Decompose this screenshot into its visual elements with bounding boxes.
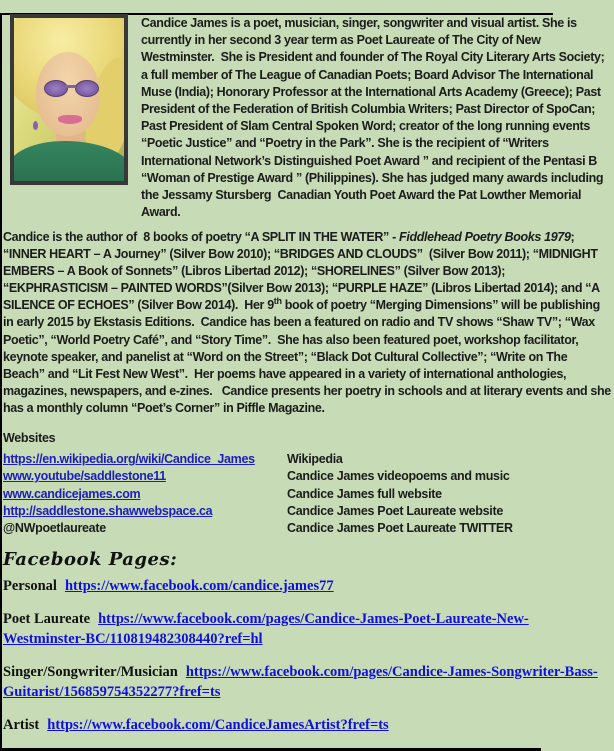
facebook-row-artist [3,715,609,736]
websites-section [3,430,612,537]
website-description: Candice James full website [287,486,442,501]
ordinal-superscript: th [273,296,282,307]
books-publisher-italic: Fiddlehead Poetry Books 1979 [399,230,571,244]
bio-books-paragraph [3,229,612,417]
website-description: Candice James Poet Laureate TWITTER [287,521,513,536]
facebook-row-label: Singer/Songwriter/Musician [3,663,178,680]
books-text-middle: ; “INNER HEART – A Journey” (Silver Bow 2010); “BRIDGES AND CLOUDS” (Silver Bow 2011); “MIDNIGHT EMBERS – A Book of Sonnets” (Libros Libertad 2012); “SHORELINES” (Silver Bow 2013); “EKPHRASTICISM – PAINTED WORDS”(Silver Bow 2013); “PURPLE HAZE” (Libros Libertad 2014); and “A SILENCE OF ECHOES” (Silver Bow 2014). Her 9 [3,230,603,313]
facebook-row-label: Artist [3,716,40,733]
portrait-photo [10,14,128,185]
youtube-link[interactable]: www.youtube/saddlestone11 [3,469,166,484]
website-row-full-site [3,486,612,503]
facebook-row-poet-laureate [3,609,609,650]
photo-sunglasses-bridge [65,85,76,88]
facebook-section [3,549,609,747]
bio-intro-paragraph: Candice James is a poet, musician, singer, songwriter and visual artist. She is currently in her second 3 year term as Poet Laureate of The City of New Westminster. She is President and founder of The Royal City Literary Arts Society; a full member of The League of Canadian Poets; Board Advisor The International Muse (India); Honorary Professor at the International Arts Academy (Greece); Past President of the Federation of British Columbia Writers; Past Director of SpoCan; Past President of Slam Central Spoken Word; creator of the long running events “Poetic Justice” and “Poetry in the Park”. She is the recipient of “Writers International Network’s Distinguished Poet Award ” and recipient of the Pentasi B “Woman of Prestige Award ” (Philippines). She has judged many awards including the Jessamy Stursberg Canadian Youth Poet Award the Pat Lowther Memorial Award. [141,16,608,220]
photo-sunglasses-right-lens [75,80,99,97]
facebook-row-label: Poet Laureate [3,610,91,627]
facebook-row-personal [3,576,609,597]
facebook-poet-laureate-link[interactable]: https://www.facebook.com/pages/Candice-James-Poet-Laureate-New-Westminster-BC/110819482308440?ref=hl [3,610,529,647]
facebook-artist-link[interactable]: https://www.facebook.com/CandiceJamesArtist?fref=ts [47,716,389,733]
photo-lips [58,115,82,124]
facebook-heading: Facebook Pages: [3,549,178,570]
facebook-row-musician [3,662,609,703]
wikipedia-link[interactable]: https://en.wikipedia.org/wiki/Candice_James [3,452,255,466]
photo-sunglasses-left-lens [44,80,68,97]
candicejames-site-link[interactable]: www.candicejames.com [3,486,141,501]
facebook-row-label: Personal [3,578,57,594]
twitter-handle: @NWpoetlaureate [3,521,106,536]
facebook-musician-link[interactable]: https://www.facebook.com/pages/Candice-James-Songwriter-Bass-Guitarist/156859754352277?fref=ts [3,663,598,700]
website-description: Candice James videopoems and music [287,469,510,484]
website-row-wikipedia [3,451,612,468]
books-text-start: Candice is the author of 8 books of poetry “A SPLIT IN THE WATER” - [3,230,400,244]
website-row-poet-laureate [3,503,612,520]
website-description: Wikipedia [287,452,343,466]
website-row-twitter [3,520,612,537]
saddlestone-site-link[interactable]: http://saddlestone.shawwebspace.ca [3,503,213,518]
facebook-personal-link[interactable]: https://www.facebook.com/candice.james77 [64,578,334,594]
websites-heading: Websites [3,431,56,445]
website-row-youtube [3,468,612,485]
books-text-end: book of poetry “Merging Dimensions” will be publishing in early 2015 by Ekstasis Editions. Candice has been a featured on radio and TV shows “Shaw TV”; “Wax Poetic”, “World Poetry Café”, and “Story Time”. She has also been featured poet, workshop facilitator, keynote speaker, and panelist at “Word on the Street”; “Black Dot Cultural Collective”; “Write on The Beach” and “Lit Fest New West”. Her poems have appeared in a variety of international anthologies, magazines, newspapers, and e-zines. Candice presents her poetry in schools and at literary events and she has a monthly column “Poet’s Corner” in Piffle Magazine. [3,298,614,415]
website-description: Candice James Poet Laureate website [287,503,503,518]
page-border-left [0,13,2,751]
photo-earring [33,121,38,130]
